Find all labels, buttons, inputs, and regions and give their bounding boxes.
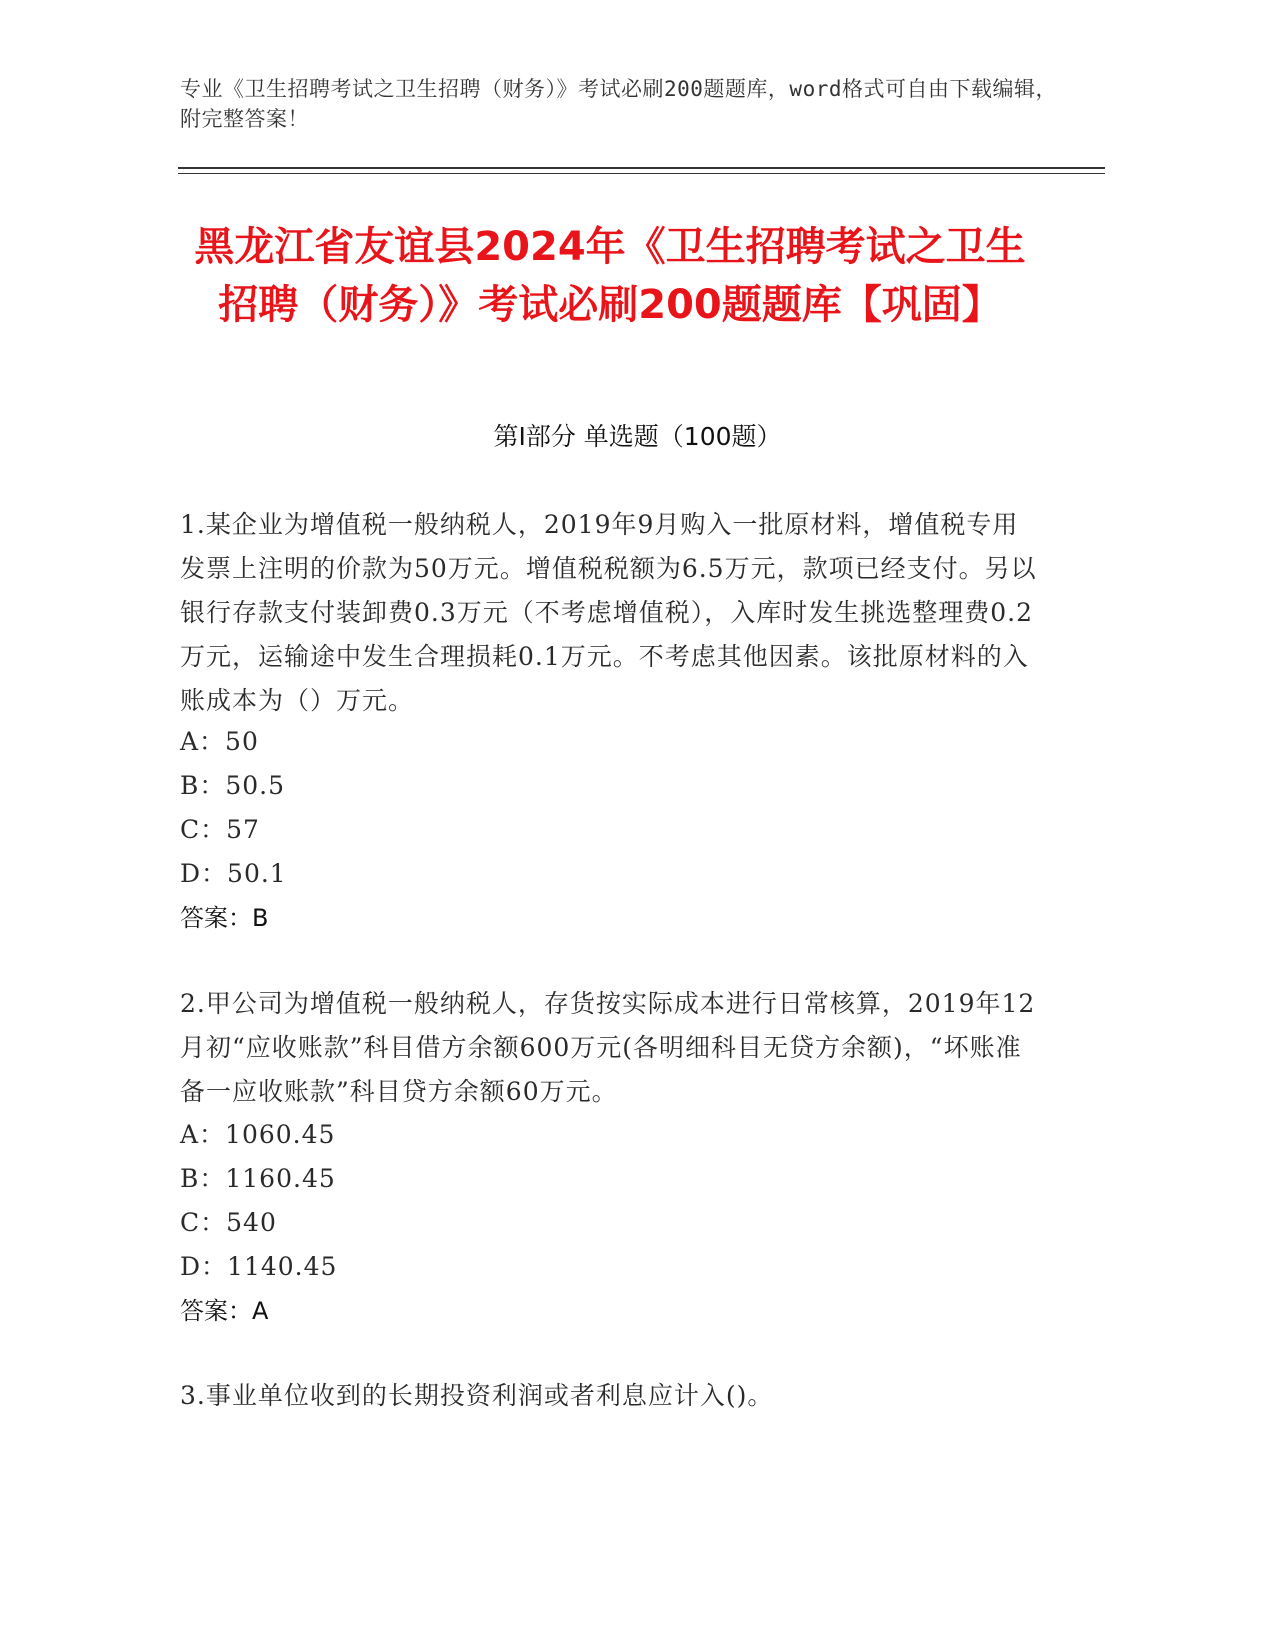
document-title: 黑龙江省友谊县2024年《卫生招聘考试之卫生招聘（财务）》考试必刷200题题库【巩固】	[194, 224, 1026, 328]
question-1-option-c: C：57	[180, 815, 260, 844]
question-2-text: 2.甲公司为增值税一般纳税人，存货按实际成本进行日常核算，2019年12月初“应收账款”科目借方余额600万元(各明细科目无贷方余额)，“坏账准备一应收账款”科目贷方余额60万元。	[180, 989, 1036, 1106]
question-3-text: 3.事业单位收到的长期投资利润或者利息应计入()。	[180, 1381, 774, 1410]
question-1-text: 1.某企业为增值税一般纳税人，2019年9月购入一批原材料，增值税专用发票上注明的价款为50万元。增值税税额为6.5万元，款项已经支付。另以银行存款支付装卸费0.3万元（不考虑增值税），入库时发生挑选整理费0.2万元，运输途中发生合理损耗0.1万元。不考虑其他因素。该批原材料的入账成本为（）万元。	[180, 510, 1037, 715]
question-2-option-a: A：1060.45	[180, 1120, 336, 1149]
question-1-option-b: B：50.5	[180, 771, 286, 800]
header-divider-thick	[178, 167, 1105, 169]
section-heading: 第Ⅰ部分 单选题（100题）	[493, 422, 782, 451]
question-1-answer: 答案：B	[180, 904, 269, 932]
header-note: 专业《卫生招聘考试之卫生招聘（财务）》考试必刷200题题库，word格式可自由下载编辑，附完整答案！	[180, 77, 1057, 131]
header-divider-thin	[178, 173, 1105, 174]
question-1-option-d: D：50.1	[180, 859, 287, 888]
question-2-option-b: B：1160.45	[180, 1164, 336, 1193]
question-2-option-d: D：1140.45	[180, 1252, 338, 1281]
question-1-option-a: A：50	[180, 727, 259, 756]
question-2-option-c: C：540	[180, 1208, 277, 1237]
question-2-answer: 答案：A	[180, 1297, 269, 1325]
